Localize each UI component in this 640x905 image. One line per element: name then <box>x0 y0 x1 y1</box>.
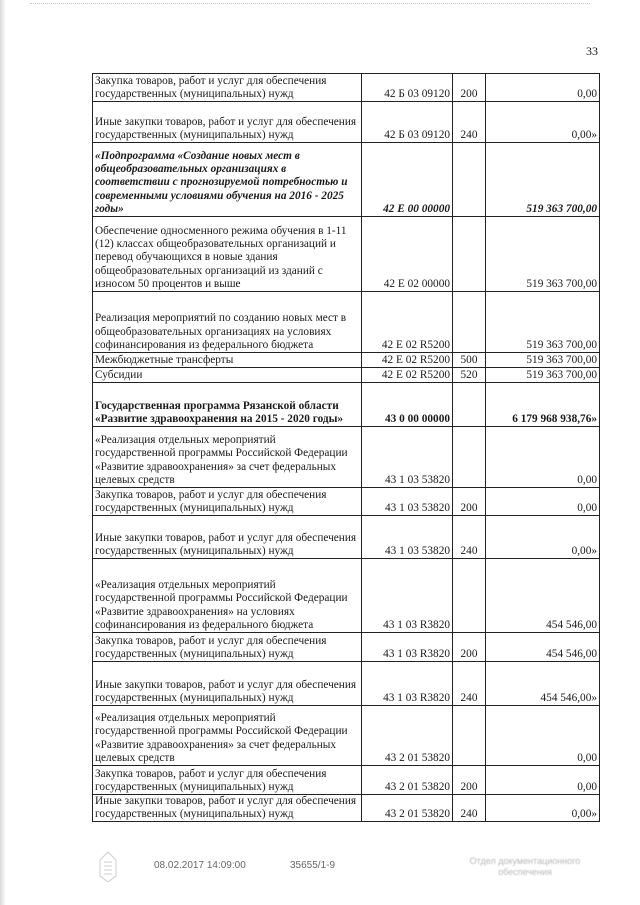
page-number: 33 <box>586 44 598 58</box>
row-code-cell: 43 2 01 53820 <box>362 706 453 766</box>
row-name-cell: Закупка товаров, работ и услуг для обеспечения государственных (муниципальных) нужд <box>93 488 362 516</box>
row-name-cell: Иные закупки товаров, работ и услуг для обеспечения государственных (муниципальных) нужд <box>93 662 362 706</box>
row-code-cell: 42 Е 00 00000 <box>362 143 453 217</box>
row-name-cell: Иные закупки товаров, работ и услуг для обеспечения государственных (муниципальных) нужд <box>93 795 362 822</box>
row-name-cell: Межбюджетные трансферты <box>93 353 362 368</box>
row-type-cell <box>453 383 486 427</box>
table-row <box>93 795 600 822</box>
row-code-cell: 42 Б 03 09120 <box>362 74 453 102</box>
row-type-cell: 240 <box>453 102 486 143</box>
scan-edge-shadow <box>0 0 6 905</box>
row-sum-cell: 454 546,00 <box>486 559 600 633</box>
row-code-cell: 42 Б 03 09120 <box>362 102 453 143</box>
row-code-cell: 42 Е 02 00000 <box>362 217 453 292</box>
row-sum-cell: 519 363 700,00 <box>486 353 600 368</box>
document-stamp-icon <box>96 850 120 889</box>
row-type-cell: 240 <box>453 516 486 559</box>
row-type-cell: 240 <box>453 795 486 822</box>
row-sum-cell: 0,00» <box>486 516 600 559</box>
row-type-cell <box>453 559 486 633</box>
row-code-cell: 43 1 03 R3820 <box>362 662 453 706</box>
row-sum-cell: 454 546,00 <box>486 633 600 662</box>
table-row <box>93 353 600 368</box>
table-row <box>93 766 600 795</box>
row-name-cell: «Реализация отдельных мероприятий государственной программы Российской Федерации «Развитие здравоохранения» на условиях софинансирования из федерального бюджета <box>93 559 362 633</box>
row-type-cell: 500 <box>453 353 486 368</box>
row-sum-cell: 519 363 700,00 <box>486 217 600 292</box>
row-type-cell <box>453 292 486 353</box>
row-code-cell: 43 1 03 53820 <box>362 488 453 516</box>
row-sum-cell: 0,00 <box>486 706 600 766</box>
table-row <box>93 427 600 488</box>
row-type-cell <box>453 143 486 217</box>
footer-date: 08.02.2017 14:09:00 <box>154 860 246 871</box>
row-sum-cell: 0,00 <box>486 427 600 488</box>
row-name-cell: «Подпрограмма «Создание новых мест в общеобразовательных организациях в соответствии с прогнозируемой потребностью и современными условиями обучения на 2016 - 2025 годы» <box>93 143 362 217</box>
row-name-cell: Субсидии <box>93 368 362 383</box>
row-sum-cell: 519 363 700,00 <box>486 368 600 383</box>
row-type-cell: 240 <box>453 662 486 706</box>
table-row <box>93 383 600 427</box>
table-row <box>93 559 600 633</box>
footer-doc-number: 35655/1-9 <box>290 860 336 871</box>
budget-table-body <box>93 74 600 822</box>
row-code-cell: 42 Е 02 R5200 <box>362 353 453 368</box>
table-row <box>93 74 600 102</box>
row-type-cell <box>453 427 486 488</box>
org-watermark: Отдел документационного обеспечения <box>469 856 581 877</box>
row-name-cell: Реализация мероприятий по созданию новых мест в общеобразовательных организациях на условиях софинансирования из федерального бюджета <box>93 292 362 353</box>
row-code-cell: 43 1 03 53820 <box>362 516 453 559</box>
table-row <box>93 143 600 217</box>
row-type-cell: 200 <box>453 766 486 795</box>
row-sum-cell: 0,00 <box>486 766 600 795</box>
table-row <box>93 292 600 353</box>
row-code-cell: 42 Е 02 R5200 <box>362 292 453 353</box>
row-sum-cell: 519 363 700,00 <box>486 143 600 217</box>
table-row <box>93 368 600 383</box>
row-type-cell <box>453 706 486 766</box>
row-sum-cell: 454 546,00» <box>486 662 600 706</box>
table-row <box>93 706 600 766</box>
row-code-cell: 43 1 03 R3820 <box>362 633 453 662</box>
row-code-cell: 43 2 01 53820 <box>362 795 453 822</box>
row-name-cell: Закупка товаров, работ и услуг для обеспечения государственных (муниципальных) нужд <box>93 633 362 662</box>
row-name-cell: Закупка товаров, работ и услуг для обеспечения государственных (муниципальных) нужд <box>93 74 362 102</box>
table-row <box>93 516 600 559</box>
row-type-cell: 520 <box>453 368 486 383</box>
row-sum-cell: 0,00» <box>486 795 600 822</box>
row-type-cell: 200 <box>453 488 486 516</box>
row-name-cell: Закупка товаров, работ и услуг для обеспечения государственных (муниципальных) нужд <box>93 766 362 795</box>
row-sum-cell: 519 363 700,00 <box>486 292 600 353</box>
budget-table <box>92 73 600 822</box>
scan-top-artifact <box>30 3 590 5</box>
row-name-cell: Иные закупки товаров, работ и услуг для обеспечения государственных (муниципальных) нужд <box>93 516 362 559</box>
row-sum-cell: 6 179 968 938,76» <box>486 383 600 427</box>
row-sum-cell: 0,00» <box>486 102 600 143</box>
row-code-cell: 43 0 00 00000 <box>362 383 453 427</box>
table-row <box>93 662 600 706</box>
row-code-cell: 43 1 03 53820 <box>362 427 453 488</box>
table-row <box>93 217 600 292</box>
row-name-cell: Обеспечение односменного режима обучения в 1-11 (12) классах общеобразовательных организаций и перевод обучающихся в новые здания общеобразовательных организаций из зданий с износом 50 процентов и выше <box>93 217 362 292</box>
row-sum-cell: 0,00 <box>486 74 600 102</box>
table-row <box>93 102 600 143</box>
row-name-cell: «Реализация отдельных мероприятий государственной программы Российской Федерации «Развитие здравоохранения» за счет федеральных целевых средств <box>93 706 362 766</box>
row-type-cell: 200 <box>453 633 486 662</box>
row-code-cell: 42 Е 02 R5200 <box>362 368 453 383</box>
table-row <box>93 633 600 662</box>
table-row <box>93 488 600 516</box>
row-type-cell: 200 <box>453 74 486 102</box>
row-name-cell: Государственная программа Рязанской области «Развитие здравоохранения на 2015 - 2020 годы» <box>93 383 362 427</box>
row-code-cell: 43 2 01 53820 <box>362 766 453 795</box>
row-type-cell <box>453 217 486 292</box>
row-sum-cell: 0,00 <box>486 488 600 516</box>
row-name-cell: «Реализация отдельных мероприятий государственной программы Российской Федерации «Развитие здравоохранения» за счет федеральных целевых средств <box>93 427 362 488</box>
row-code-cell: 43 1 03 R3820 <box>362 559 453 633</box>
row-name-cell: Иные закупки товаров, работ и услуг для обеспечения государственных (муниципальных) нужд <box>93 102 362 143</box>
